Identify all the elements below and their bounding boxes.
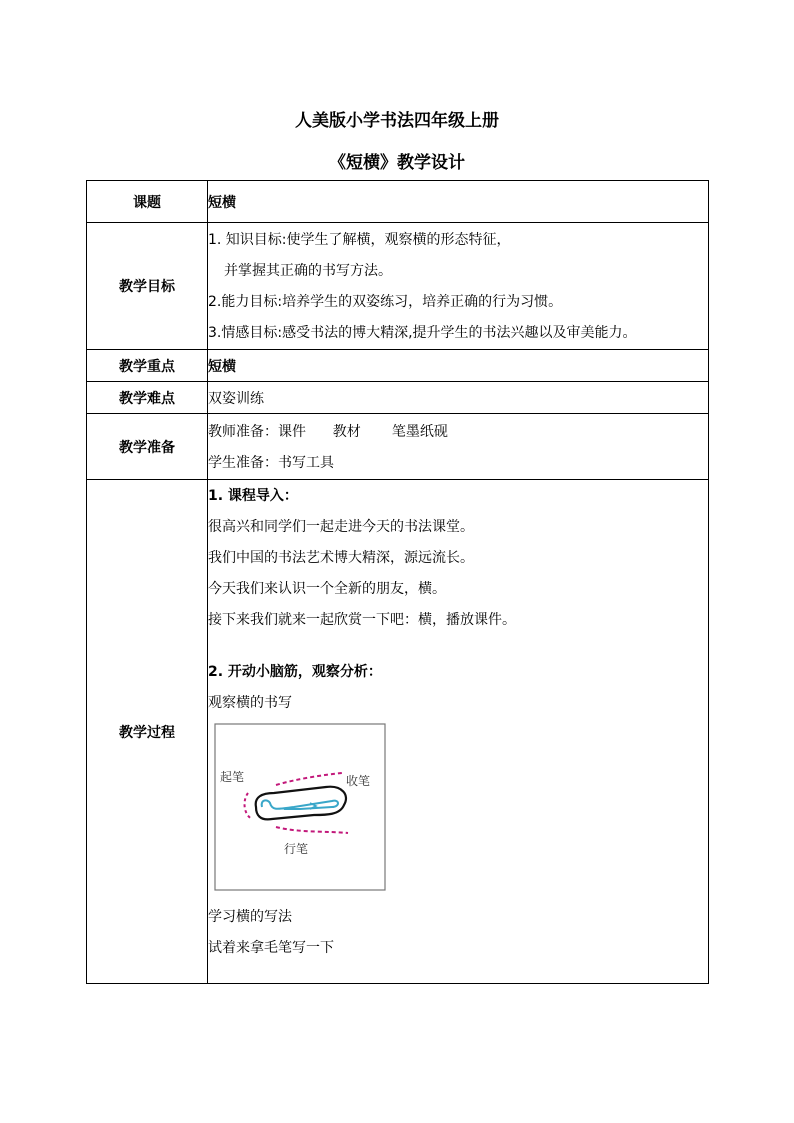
after-line: 试着来拿毛笔写一下 <box>208 940 334 956</box>
preparation-content <box>208 414 709 480</box>
after-line: 学习横的写法 <box>208 909 292 925</box>
objectives-label: 教学目标 <box>87 223 208 350</box>
section2-heading: 2. 开动小脑筋，观察分析： <box>208 664 382 680</box>
key-point-value: 短横 <box>208 350 709 382</box>
process-label: 教学过程 <box>87 480 208 984</box>
topic-label: 课题 <box>87 181 208 223</box>
intro-line: 今天我们来认识一个全新的朋友，横。 <box>208 581 446 597</box>
intro-line: 我们中国的书法艺术博大精深，源远流长。 <box>208 550 474 566</box>
document-subtitle: 《短横》教学设计 <box>329 153 465 173</box>
objectives-content <box>208 223 709 350</box>
preparation-label: 教学准备 <box>87 414 208 480</box>
objective-item: 并掌握其正确的书写方法。 <box>224 263 392 279</box>
label-middle: 行笔 <box>284 842 309 856</box>
intro-line: 很高兴和同学们一起走进今天的书法课堂。 <box>208 519 474 535</box>
section1-heading: 1. 课程导入： <box>208 488 298 504</box>
difficulty-value: 双姿训练 <box>208 382 709 414</box>
observe-line: 观察横的书写 <box>208 695 292 711</box>
row-key-point <box>87 350 709 382</box>
row-topic <box>87 181 709 223</box>
row-difficulty <box>87 382 709 414</box>
topic-value: 短横 <box>208 181 709 223</box>
lesson-plan-table <box>86 180 709 984</box>
objective-item: 3.情感目标:感受书法的博大精深,提升学生的书法兴趣以及审美能力。 <box>208 325 637 341</box>
horizontal-stroke-diagram <box>214 723 386 891</box>
process-content <box>208 480 709 984</box>
difficulty-label: 教学难点 <box>87 382 208 414</box>
label-start: 起笔 <box>220 770 245 784</box>
intro-line: 接下来我们就来一起欣赏一下吧：横，播放课件。 <box>208 612 516 628</box>
teacher-preparation: 教师准备：课件 教材 笔墨纸砚 <box>208 423 448 440</box>
student-preparation: 学生准备：书写工具 <box>208 454 334 471</box>
spacer <box>208 635 708 656</box>
label-end: 收笔 <box>346 774 371 788</box>
row-preparation <box>87 414 709 480</box>
row-objectives <box>87 223 709 350</box>
objective-item: 1. 知识目标:使学生了解横，观察横的形态特征， <box>208 232 511 248</box>
key-point-label: 教学重点 <box>87 350 208 382</box>
document-title: 人美版小学书法四年级上册 <box>295 111 499 131</box>
row-process <box>87 480 709 984</box>
objective-item: 2.能力目标:培养学生的双姿练习，培养正确的行为习惯。 <box>208 294 563 310</box>
